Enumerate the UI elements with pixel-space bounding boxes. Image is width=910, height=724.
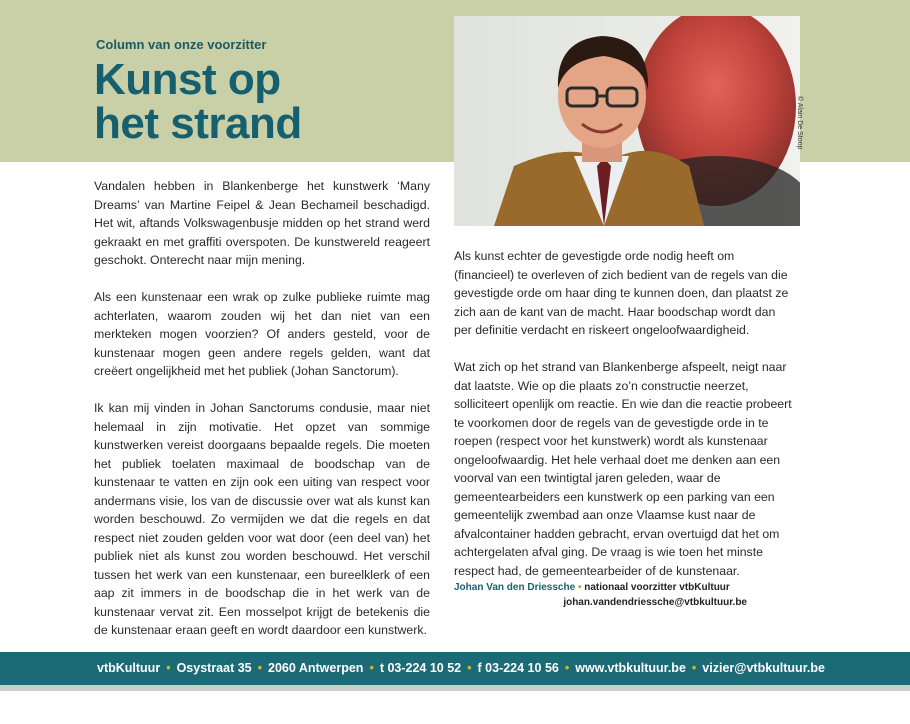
paragraph: Wat zich op het strand van Blankenberge afspeelt, neigt naar dat laatste. Wie op die plaats zo’n constructie neerzet, solliciteert openlijk om reactie. En wie dan die reactie probeert te voorkomen door de regels van de gevestigde orde in te roepen (respect voor het kunstwerk) wordt als kunstenaar ongeloofwaardig. Het hele verhaal doet me denken aan een voorval van een twintigtal jaren geleden, waar de gemeentearbeiders een kunstwerk op een parking van een gemeentelijk zwembad aan onze Vlaamse kust naar de afvalcontainer hadden gebracht, ervan overtuigd dat het om achtergelaten afval ging. De vraag is wie toen het minste respect had, de gemeentearbeider of de kunstenaar. xyxy=(454,360,792,578)
footer-contact-line xyxy=(97,652,825,685)
footer-email[interactable]: vizier@vtbkultuur.be xyxy=(702,661,825,675)
author-name: Johan Van den Driessche xyxy=(454,582,576,593)
footer-separator: • xyxy=(467,661,472,675)
paragraph: Ik kan mij vinden in Johan Sanctorums condusie, maar niet helemaal in zijn motivatie. Het opzet van sommige kunstwerken vereist doorgaans bepaalde regels. Die moeten het publiek toelaten maximaal de boodschap van de kunstenaar te vatten en zijn ook een uiting van respect voor andermans visie, los van de discussie over wat als kunst kan worden beschouwd. Zo vermijden we dat die regels en dat respect niet zouden gelden voor wat door (een deel van) het publiek niet als kunst zou worden beschouwd. Het verschil tussen het werk van een kunstenaar, een bureelklerk of een aap zit immers in de boodschap die in het werk van de kunstenaar vervat zit. Een mosselpot krijgt de betekenis die de kunstenaar eraan geeft en wordt daardoor een kunstwerk. xyxy=(94,401,430,637)
paragraph: Vandalen hebben in Blankenberge het kunstwerk ‘Many Dreams’ van Martine Feipel & Jean Bechameil beschadigd. Het wit, aftands Volkswagenbusje midden op het strand werd gekraakt en met graffiti overspoten. De kunstwereld reageert geschokt. Onterecht naar mijn mening. xyxy=(94,179,430,267)
portrait-illustration xyxy=(454,16,800,226)
footer-bar xyxy=(0,652,910,685)
author-email: johan.vandendriessche@vtbkultuur.be xyxy=(563,597,747,608)
footer-separator: • xyxy=(257,661,263,675)
footer-fax: f 03-224 10 56 xyxy=(477,661,559,675)
author-role: nationaal voorzitter vtbKultuur xyxy=(584,582,730,593)
paragraph: Als een kunstenaar een wrak op zulke publieke ruimte mag achterlaten, waarom zouden wij het dan niet van een merkteken mogen voorzien? Of anders gesteld, voor de kunstenaar mogen geen andere regels gelden, want dat creëert ongelijkheid met het publiek (Johan Sanctorum). xyxy=(94,290,430,378)
column-kicker: Column van onze voorzitter xyxy=(96,37,267,52)
footer-website[interactable]: www.vtbkultuur.be xyxy=(575,661,686,675)
bullet-separator: • xyxy=(577,582,582,593)
footer-city: 2060 Antwerpen xyxy=(268,661,364,675)
article-column-left xyxy=(94,177,430,658)
footer-org: vtbKultuur xyxy=(97,661,161,675)
photo-credit: © Alain De Stoop xyxy=(796,96,803,150)
author-signature xyxy=(454,580,794,610)
page-title: Kunst op het strand xyxy=(94,55,302,148)
paragraph: Als kunst echter de gevestigde orde nodig heeft om (financieel) te overleven of zich bedient van de regels van die gevestigde orde om haar ding te kunnen doen, dan plaatst ze zich aan de kant van de macht. Haar boodschap wordt dan per definitie verdacht en riskeert ongeloofwaardigheid. xyxy=(454,249,789,337)
footer-separator: • xyxy=(166,661,171,675)
article-column-right xyxy=(454,247,792,599)
footer-street: Osystraat 35 xyxy=(176,661,252,675)
footer-separator: • xyxy=(691,661,697,675)
footer-shadow xyxy=(0,685,910,691)
footer-separator: • xyxy=(369,661,374,675)
footer-phone: t 03-224 10 52 xyxy=(379,661,462,675)
footer-separator: • xyxy=(564,661,570,675)
author-photo xyxy=(454,16,800,226)
